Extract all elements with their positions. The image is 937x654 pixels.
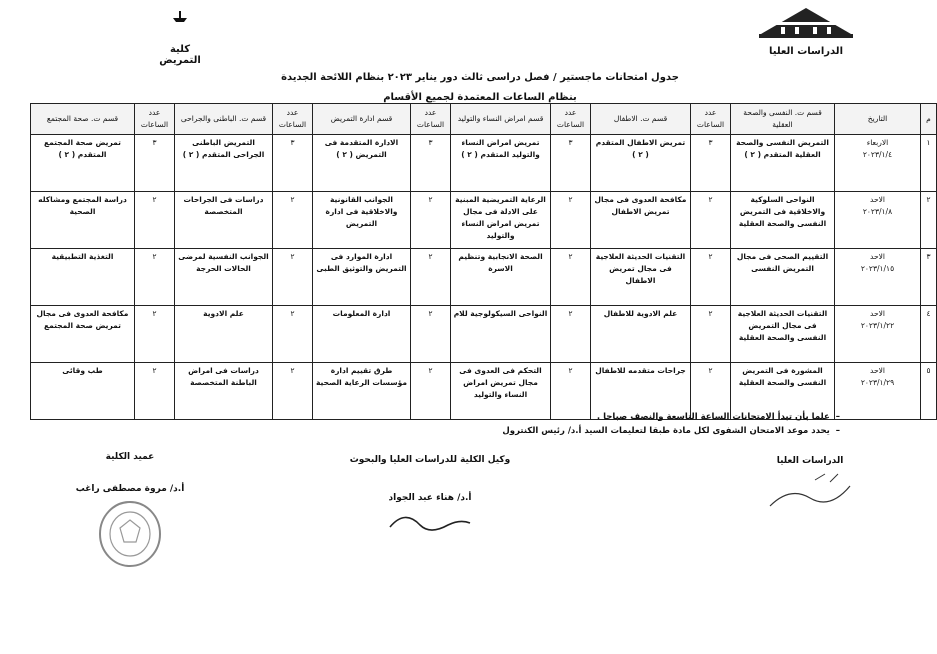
note-text: علما بأن تبدأ الامتحانات الساعة التاسعة والنصف صباحا .	[596, 412, 830, 422]
subject-ob: الصحة الانجابية وتنظيم الاسرة	[451, 249, 551, 306]
dean-signature	[60, 452, 200, 577]
exam-day: الاحد	[870, 195, 885, 204]
credit-hours: ٢	[551, 306, 591, 363]
subject-ob: تمريض امراض النساء والتوليد المتقدم ( ٢ )	[451, 135, 551, 192]
credit-hours: ٢	[691, 306, 731, 363]
subject-psych: التقنيات الحديثة العلاجية فى مجال التمريض النفسى والصحة العقلية	[731, 306, 835, 363]
subject-med: الجوانب النفسية لمرضى الحالات الحرجة	[175, 249, 273, 306]
subject-admin: ادارة الموارد فى التمريض والتوثيق الطبى	[313, 249, 411, 306]
col-hours: عدد الساعات	[411, 104, 451, 135]
exam-date: ٢٠٢٣/١/٢٢	[860, 321, 895, 330]
grad-studies-signature	[760, 456, 860, 519]
row-num: ١	[921, 135, 937, 192]
subject-ped: علم الادوية للاطفال	[591, 306, 691, 363]
credit-hours: ٢	[411, 192, 451, 249]
credit-hours: ٢	[135, 363, 175, 420]
credit-hours: ٣	[135, 135, 175, 192]
exam-date-cell	[835, 363, 921, 420]
exam-day: الاحد	[870, 309, 885, 318]
handwritten-signature-icon	[370, 503, 490, 543]
subject-med: التمريض الباطنى الجراحى المتقدم ( ٢ )	[175, 135, 273, 192]
vice-dean-title: وكيل الكلية للدراسات العليا والبحوث	[349, 455, 511, 465]
subject-ped: جراحات متقدمه للاطفال	[591, 363, 691, 420]
faculty-name: كلية التمريض	[159, 44, 201, 66]
table-row	[31, 363, 937, 420]
credit-hours: ٢	[273, 363, 313, 420]
col-num: م	[921, 104, 937, 135]
table-row	[31, 135, 937, 192]
credit-hours: ٢	[135, 192, 175, 249]
subject-admin: الجوانب القانونية والاخلاقية فى ادارة التمريض	[313, 192, 411, 249]
col-dept-ped: قسم ت. الاطفال	[591, 104, 691, 135]
university-logo-icon	[751, 4, 861, 40]
subject-admin: الادارة المتقدمة فى التمريض ( ٢ )	[313, 135, 411, 192]
exam-date: ٢٠٢٣/١/٢٩	[860, 378, 895, 387]
grad-studies-title: الدراسات العليا	[776, 456, 844, 466]
credit-hours: ٣	[273, 135, 313, 192]
subject-comm: مكافحة العدوى فى مجال تمريض صحة المجتمع	[31, 306, 135, 363]
col-hours: عدد الساعات	[691, 104, 731, 135]
credit-hours: ٢	[551, 363, 591, 420]
credit-hours: ٢	[411, 249, 451, 306]
exam-date-cell	[835, 249, 921, 306]
note-item: – يحدد موعد الامتحان الشفوى لكل مادة طبقا لتعليمات السيد أ.د/ رئيس الكنترول	[502, 426, 840, 436]
col-hours: عدد الساعات	[273, 104, 313, 135]
credit-hours: ٣	[551, 135, 591, 192]
credit-hours: ٣	[411, 135, 451, 192]
col-dept-admin: قسم ادارة التمريض	[313, 104, 411, 135]
credit-hours: ٢	[273, 306, 313, 363]
grad-studies-label: الدراسات العليا	[768, 46, 843, 57]
subject-ob: الرعاية التمريضية المبنية على الادلة فى مجال تمريض امراض النساء والتوليد	[451, 192, 551, 249]
subject-admin: طرق تقييم ادارة مؤسسات الرعاية الصحية	[313, 363, 411, 420]
row-num: ٥	[921, 363, 937, 420]
subject-psych: التقييم الصحى فى مجال التمريض النفسى	[731, 249, 835, 306]
subject-comm: طب وقائى	[31, 363, 135, 420]
subject-psych: التمريض النفسى والصحة العقلية المتقدم ( ٢ )	[731, 135, 835, 192]
exam-date: ٢٠٢٣/١/٨	[862, 207, 893, 216]
exam-day: الاحد	[870, 252, 885, 261]
col-dept-med: قسم ت. الباطنى والجراحى	[175, 104, 273, 135]
subject-med: دراسات فى الجراحات المتخصصة	[175, 192, 273, 249]
note-text: يحدد موعد الامتحان الشفوى لكل مادة طبقا لتعليمات السيد أ.د/ رئيس الكنترول	[502, 426, 830, 436]
exam-date-cell	[835, 306, 921, 363]
credit-hours: ٢	[135, 249, 175, 306]
faculty-logo-icon	[160, 6, 200, 38]
dean-name: أ.د/ مروة مصطفى راغب	[75, 484, 185, 494]
subject-ped: التقنيات الحديثة العلاجية فى مجال تمريض الاطفال	[591, 249, 691, 306]
subject-comm: التغذية التطبيقية	[31, 249, 135, 306]
credit-hours: ٢	[273, 192, 313, 249]
col-date: التاريخ	[835, 104, 921, 135]
col-dept-ob: قسم امراض النساء والتوليد	[451, 104, 551, 135]
credit-hours: ٢	[411, 306, 451, 363]
official-stamp-icon	[90, 494, 170, 574]
handwritten-signature-icon	[760, 466, 860, 516]
table-row	[31, 306, 937, 363]
row-num: ٤	[921, 306, 937, 363]
exam-date: ٢٠٢٣/١/١٥	[860, 264, 895, 273]
schedule-subtitle: بنظام الساعات المعتمدة لجميع الأقسام	[383, 92, 577, 103]
vice-dean-signature	[330, 455, 530, 546]
credit-hours: ٢	[551, 192, 591, 249]
subject-med: علم الادوية	[175, 306, 273, 363]
subject-comm: تمريض صحة المجتمع المتقدم ( ٢ )	[31, 135, 135, 192]
row-num: ٣	[921, 249, 937, 306]
subject-comm: دراسة المجتمع ومشاكله الصحية	[31, 192, 135, 249]
exam-date-cell	[835, 135, 921, 192]
credit-hours: ٢	[551, 249, 591, 306]
col-hours: عدد الساعات	[551, 104, 591, 135]
col-hours: عدد الساعات	[135, 104, 175, 135]
subject-med: دراسات فى امراض الباطنة المتخصصة	[175, 363, 273, 420]
vice-dean-name: أ.د/ هناء عبد الجواد	[388, 493, 472, 503]
credit-hours: ٢	[691, 192, 731, 249]
credit-hours: ٢	[273, 249, 313, 306]
university-header	[742, 4, 870, 57]
exam-day: الاحد	[870, 366, 885, 375]
note-item: – علما بأن تبدأ الامتحانات الساعة التاسعة والنصف صباحا .	[596, 412, 840, 422]
subject-ob: النواحى السيكولوجية للام	[451, 306, 551, 363]
schedule-notes	[420, 412, 840, 440]
subject-ob: التحكم فى العدوى فى مجال تمريض امراض النساء والتوليد	[451, 363, 551, 420]
credit-hours: ٢	[691, 363, 731, 420]
subject-ped: مكافحة العدوى فى مجال تمريض الاطفال	[591, 192, 691, 249]
credit-hours: ٢	[411, 363, 451, 420]
subject-psych: النواحى السلوكية والاخلاقية فى التمريض النفسى والصحة العقلية	[731, 192, 835, 249]
table-header-row	[31, 104, 937, 135]
exam-date: ٢٠٢٣/١/٤	[862, 150, 893, 159]
exam-schedule-table	[30, 103, 937, 420]
col-dept-psych: قسم ت. النفسى والصحة العقلية	[731, 104, 835, 135]
credit-hours: ٢	[135, 306, 175, 363]
table-row	[31, 249, 937, 306]
exam-date-cell	[835, 192, 921, 249]
dean-title: عميد الكلية	[105, 452, 155, 462]
faculty-header	[150, 6, 210, 66]
subject-admin: ادارة المعلومات	[313, 306, 411, 363]
table-row	[31, 192, 937, 249]
credit-hours: ٣	[691, 135, 731, 192]
exam-day: الاربعاء	[866, 138, 889, 147]
credit-hours: ٢	[691, 249, 731, 306]
row-num: ٢	[921, 192, 937, 249]
col-dept-comm: قسم ت. صحة المجتمع	[31, 104, 135, 135]
subject-ped: تمريض الاطفال المتقدم ( ٢ )	[591, 135, 691, 192]
schedule-title: جدول امتحانات ماجستير / فصل دراسى ثالث دور يناير ٢٠٢٣ بنظام اللائحة الجديدة	[281, 72, 679, 83]
subject-psych: المشورة فى التمريض النفسى والصحة العقلية	[731, 363, 835, 420]
